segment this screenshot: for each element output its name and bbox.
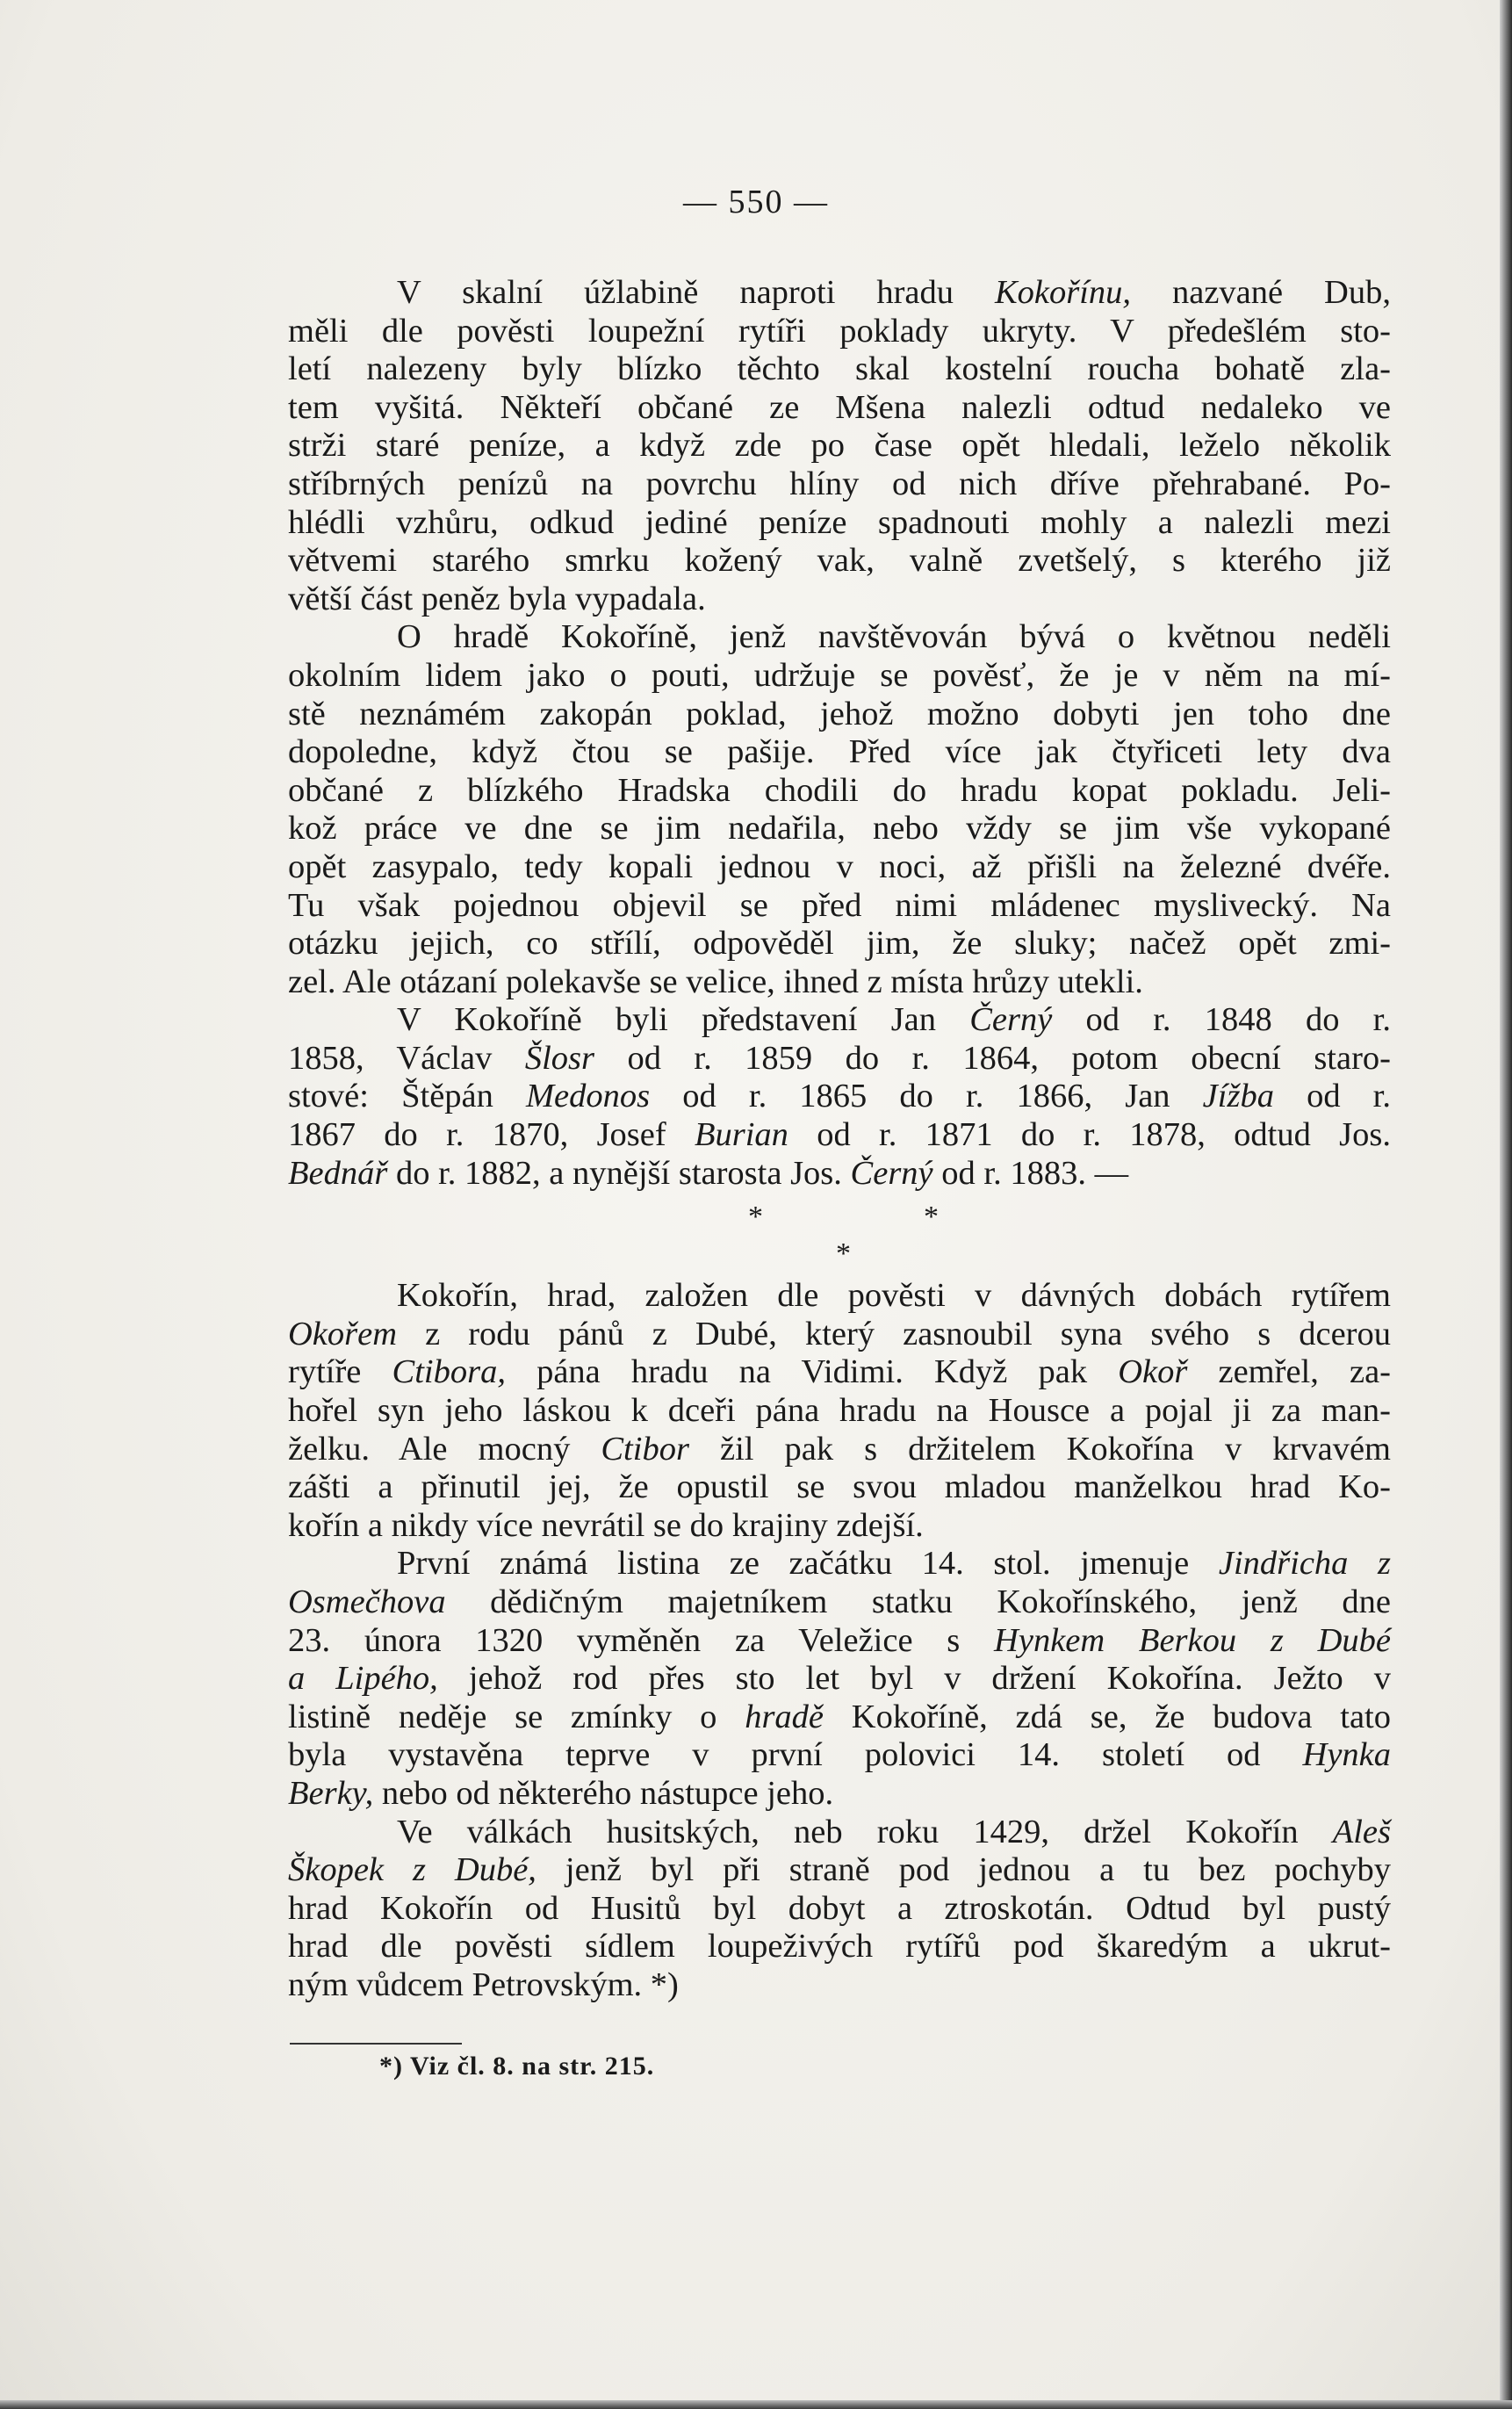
body-text: [288, 274, 1391, 2005]
text-run: hrad Kokořín od Husitů byl dobyt a ztroskotán. Odtud byl pustý: [288, 1889, 1391, 1927]
text-run: kořín a nikdy více nevrátil se do krajiny zdejší.: [288, 1506, 924, 1544]
text-run: rytíře: [288, 1353, 392, 1391]
text-line: [288, 1078, 1391, 1116]
paragraph: [288, 274, 1391, 618]
text-run: od r.: [1273, 1078, 1392, 1115]
asterisk: *: [748, 1201, 763, 1234]
text-run: kož práce ve dne se jim nedařila, nebo vždy se jim vše vykopané: [288, 810, 1391, 847]
text-line: [288, 1775, 1391, 1814]
text-run: V skalní úžlabině naproti hradu: [397, 274, 995, 311]
text-line: [288, 733, 1391, 772]
text-run: hlédli vzhůru, odkud jediné peníze spadnouti mohly a nalezli mezi: [288, 503, 1391, 541]
text-line: [288, 1040, 1391, 1078]
text-line: [288, 1660, 1391, 1699]
italic-name: a Lipého,: [288, 1660, 438, 1698]
text-run: zemřel, za-: [1187, 1353, 1391, 1391]
text-run: listině neděje se zmínky o: [288, 1698, 745, 1735]
italic-name: Berky,: [288, 1774, 374, 1812]
text-line: [288, 350, 1391, 389]
text-line: [288, 389, 1391, 428]
text-line: [288, 925, 1391, 963]
text-line: [288, 542, 1391, 581]
text-line: [288, 1966, 1391, 2005]
italic-name: Černý: [850, 1154, 933, 1192]
text-run: Ve válkách husitských, neb roku 1429, držel Kokořín: [397, 1813, 1333, 1850]
italic-name: Okoř: [1118, 1353, 1188, 1391]
italic-name: Škopek z Dubé,: [288, 1851, 536, 1889]
text-run: 1867 do r. 1870, Josef: [288, 1116, 695, 1154]
text-line: [288, 772, 1391, 811]
italic-name: Kokořínu,: [994, 274, 1132, 311]
text-run: od r. 1859 do r. 1864, potom obecní staro-: [594, 1039, 1391, 1077]
italic-name: Medonos: [525, 1078, 651, 1115]
italic-name: Aleš: [1332, 1813, 1391, 1850]
text-run: hrad dle pověsti sídlem loupeživých rytířů pod škaredým a ukrut-: [288, 1928, 1391, 1965]
text-run: dědičným majetníkem statku Kokořínského, jenž dne: [445, 1583, 1391, 1620]
paragraph: [288, 1545, 1391, 1813]
text-line: [288, 1928, 1391, 1966]
paragraph: [288, 618, 1391, 1001]
text-run: jenž byl při straně pod jednou a tu bez pochyby: [536, 1851, 1391, 1889]
text-run: od r. 1883. —: [932, 1154, 1129, 1192]
italic-name: Osmečhova: [288, 1583, 446, 1620]
text-run: větvemi starého smrku kožený vak, valně zvetšelý, s kterého již: [288, 542, 1391, 580]
text-run: V Kokoříně byli představení Jan: [397, 1001, 970, 1039]
page-number: — 550 —: [683, 184, 829, 220]
text-run: tem vyšitá. Někteří občané ze Mšena nalezli odtud nedaleko ve: [288, 388, 1391, 426]
text-line: [288, 963, 1391, 1002]
text-line: [288, 1890, 1391, 1929]
text-line: [288, 1851, 1391, 1890]
asterisk: *: [924, 1201, 939, 1234]
italic-name: Ctibor: [601, 1430, 689, 1468]
text-run: 1858, Václav: [288, 1039, 525, 1077]
text-line: [288, 810, 1391, 848]
text-line: [288, 618, 1391, 657]
text-line: [288, 274, 1391, 313]
italic-name: Jížba: [1202, 1078, 1274, 1115]
text-line: [288, 696, 1391, 734]
text-run: letí nalezeny byly blízko těchto skal kostelní roucha bohatě zla-: [288, 350, 1391, 388]
italic-name: Bednář: [288, 1154, 388, 1192]
text-run: do r. 1882, a nynější starosta Jos.: [387, 1154, 851, 1192]
text-run: okolním lidem jako o pouti, udržuje se pověsť, že je v něm na mí-: [288, 656, 1391, 694]
page-bottom-shadow: [0, 2400, 1512, 2409]
text-run: opět zasypalo, tedy kopali jednou v noci, až přišli na železné dvéře.: [288, 847, 1391, 885]
text-line: [288, 1431, 1391, 1469]
section-legends: [288, 274, 1391, 1193]
asterisk: *: [836, 1237, 851, 1271]
text-run: byla vystavěna teprve v první polovici 14. století od: [288, 1736, 1303, 1774]
footnote: *) Viz čl. 8. na str. 215.: [379, 2052, 655, 2081]
text-run: od r. 1871 do r. 1878, odtud Jos.: [788, 1116, 1391, 1154]
text-run: žil pak s držitelem Kokořína v krvavém: [688, 1430, 1391, 1468]
text-run: nazvané Dub,: [1131, 274, 1391, 311]
text-run: pána hradu na Vidimi. Když pak: [505, 1353, 1119, 1391]
text-run: stové: Štěpán: [288, 1078, 526, 1115]
text-line: [288, 1277, 1391, 1316]
paragraph: [288, 1001, 1391, 1193]
text-run: měli dle pověsti loupežní rytíři poklady ukryty. V předešlém sto-: [288, 312, 1391, 350]
text-run: želku. Ale mocný: [288, 1430, 601, 1468]
text-run: otázku jejich, co střílí, odpověděl jim, že sluky; načež opět zmi-: [288, 925, 1391, 963]
text-line: [288, 313, 1391, 351]
paragraph: [288, 1277, 1391, 1545]
text-line: [288, 1583, 1391, 1622]
text-run: zel. Ale otázaní polekavše se velice, ihned z místa hrůzy utekli.: [288, 963, 1143, 1000]
text-run: občané z blízkého Hradska chodili do hradu kopat pokladu. Jeli-: [288, 771, 1391, 809]
page-edge-shadow: [1500, 0, 1512, 2409]
text-line: [288, 1353, 1391, 1392]
text-line: [288, 581, 1391, 619]
text-line: [288, 1814, 1391, 1852]
text-line: [288, 1699, 1391, 1737]
text-run: od r. 1865 do r. 1866, Jan: [650, 1078, 1203, 1115]
text-line: [288, 1507, 1391, 1546]
text-line: [288, 465, 1391, 504]
text-run: větší část peněz byla vypadala.: [288, 580, 706, 617]
text-run: jehož rod přes sto let byl v držení Kokořína. Ježto v: [437, 1660, 1391, 1698]
italic-name: Hynka: [1302, 1736, 1391, 1774]
text-run: 23. února 1320 vyměněn za Veležice s: [288, 1621, 995, 1659]
text-line: [288, 1155, 1391, 1194]
text-line: [288, 1622, 1391, 1661]
section-separator: [288, 1193, 1391, 1277]
text-run: Tu však pojednou objevil se před nimi mládenec myslivecký. Na: [288, 886, 1391, 924]
text-line: [288, 887, 1391, 926]
text-run: strži staré peníze, a když zde po čase opět hledali, leželo několik: [288, 427, 1391, 465]
text-run: zášti a přinutil jej, že opustil se svou mladou manželkou hrad Ko-: [288, 1468, 1391, 1506]
text-run: od r. 1848 do r.: [1052, 1001, 1391, 1039]
text-run: Kokořín, hrad, založen dle pověsti v dávných dobách rytířem: [397, 1277, 1391, 1315]
section-history: [288, 1277, 1391, 2004]
text-line: [288, 1392, 1391, 1431]
text-run: z rodu pánů z Dubé, který zasnoubil syna svého s dcerou: [397, 1315, 1391, 1352]
italic-name: Černý: [969, 1001, 1053, 1039]
text-line: [288, 1001, 1391, 1040]
italic-name: Ctibora,: [392, 1353, 506, 1391]
text-run: stříbrných penízů na povrchu hlíny od nich dříve přehrabané. Po-: [288, 465, 1391, 502]
text-run: stě neznámém zakopán poklad, jehož možno dobyti jen toho dne: [288, 695, 1391, 732]
italic-name: Jindřicha z: [1218, 1545, 1391, 1583]
paragraph: [288, 1814, 1391, 2005]
text-line: [288, 1545, 1391, 1583]
text-run: Kokoříně, zdá se, že budova tato: [824, 1698, 1391, 1735]
text-line: [288, 1736, 1391, 1775]
text-line: [288, 427, 1391, 465]
text-line: [288, 848, 1391, 887]
italic-name: hradě: [745, 1698, 824, 1735]
italic-name: Okořem: [288, 1315, 398, 1352]
text-run: První známá listina ze začátku 14. stol. jmenuje: [397, 1545, 1219, 1583]
italic-name: Šlosr: [524, 1039, 595, 1077]
text-run: O hradě Kokoříně, jenž navštěvován bývá o květnou neděli: [397, 618, 1391, 656]
text-line: [288, 1468, 1391, 1507]
text-line: [288, 504, 1391, 543]
footnote-rule: [290, 2043, 462, 2045]
text-run: nebo od některého nástupce jeho.: [373, 1774, 834, 1812]
text-line: [288, 1316, 1391, 1354]
text-run: hořel syn jeho láskou k dceři pána hradu na Housce a pojal ji za man-: [288, 1392, 1391, 1430]
italic-name: Burian: [694, 1116, 788, 1154]
text-run: dopoledne, když čtou se pašije. Před více jak čtyřiceti lety dva: [288, 733, 1391, 771]
text-run: ným vůdcem Petrovským. *): [288, 1965, 679, 2003]
text-line: [288, 1116, 1391, 1155]
italic-name: Hynkem Berkou z Dubé: [994, 1621, 1391, 1659]
text-line: [288, 657, 1391, 696]
